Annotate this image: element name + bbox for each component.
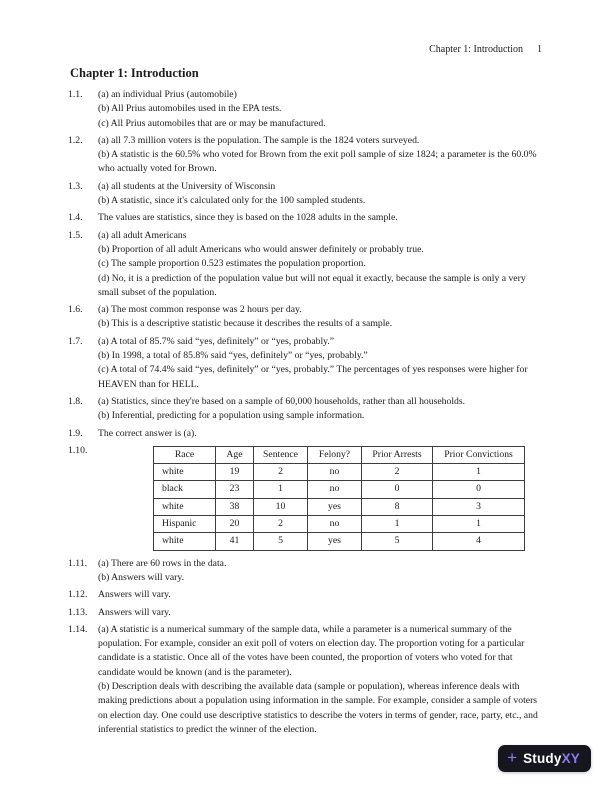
- item-number: 1.10.: [68, 444, 88, 456]
- solution-item: [68, 180, 544, 209]
- item-number: 1.12.: [68, 589, 88, 601]
- answer-text: (b) In 1998, a total of 85.8% said “yes, definitely” or “yes, probably.”: [98, 350, 368, 362]
- item-body: [98, 303, 544, 332]
- solution-item: [68, 557, 544, 586]
- page-content: [68, 66, 544, 740]
- answer-text: (b) A statistic is the 60.5% who voted for Brown from the exit poll sample of size 1824; a parameter is the 60.0% who actually voted for Brown.: [98, 149, 537, 175]
- table-header-cell: Sentence: [254, 446, 308, 463]
- table-cell: 38: [216, 498, 254, 515]
- item-number: 1.11.: [68, 557, 88, 569]
- table-header-cell: Prior Arrests: [362, 446, 433, 463]
- item-number: 1.5.: [68, 229, 83, 241]
- header-title: Chapter 1: Introduction: [429, 44, 523, 55]
- answer-text: The values are statistics, since they is based on the 1028 adults in the sample.: [98, 212, 398, 224]
- table-cell: 19: [216, 464, 254, 481]
- answer-text: (a) Statistics, since they're based on a sample of 60,000 households, rather than all households.: [98, 395, 466, 407]
- studyxy-logo: [498, 745, 591, 772]
- item-number: 1.13.: [68, 606, 88, 618]
- table-cell: black: [154, 481, 216, 498]
- answer-text: (a) The most common response was 2 hours per day.: [98, 304, 302, 316]
- table-cell: 3: [433, 498, 525, 515]
- answer-text: (b) A statistic, since it's calculated only for the 100 sampled students.: [98, 195, 366, 207]
- item-body: [98, 134, 544, 177]
- table-cell: 8: [362, 498, 433, 515]
- item-body: [98, 444, 544, 554]
- solution-item: [68, 88, 544, 131]
- answer-text: Answers will vary.: [98, 606, 171, 618]
- answer-text: (c) All Prius automobiles that are or may be manufactured.: [98, 117, 326, 129]
- plus-icon: +: [507, 748, 518, 767]
- table-cell: no: [308, 481, 362, 498]
- table-cell: white: [154, 498, 216, 515]
- table-cell: 41: [216, 533, 254, 550]
- answer-text: Answers will vary.: [98, 589, 171, 601]
- item-number: 1.6.: [68, 304, 83, 316]
- item-number: 1.9.: [68, 427, 83, 439]
- table-cell: 10: [254, 498, 308, 515]
- answer-text: (b) All Prius automobiles used in the EPA tests.: [98, 103, 282, 115]
- item-body: [98, 211, 544, 225]
- answer-text: (b) Inferential, predicting for a population using sample information.: [98, 410, 365, 422]
- table-header-row: [154, 446, 525, 463]
- solution-item: [68, 211, 544, 225]
- table-cell: Hispanic: [154, 516, 216, 533]
- answer-text: (c) A total of 74.4% said “yes, definitely” or “yes, probably.” The percentages of yes responses were higher for HEAVEN than for HELL.: [98, 364, 528, 390]
- header-page-number: 1: [537, 44, 542, 55]
- table-header-cell: Felony?: [308, 446, 362, 463]
- table-header-cell: Race: [154, 446, 216, 463]
- table-cell: 20: [216, 516, 254, 533]
- table-row: [154, 498, 525, 515]
- table-cell: no: [308, 516, 362, 533]
- table-cell: 1: [433, 464, 525, 481]
- solution-item: [68, 303, 544, 332]
- answer-text: (b) Proportion of all adult Americans who would answer definitely or probably true.: [98, 243, 424, 255]
- table-cell: 2: [254, 516, 308, 533]
- table-header-cell: Age: [216, 446, 254, 463]
- answer-text: The correct answer is (a).: [98, 427, 197, 439]
- answer-text: (b) This is a descriptive statistic because it describes the results of a sample.: [98, 318, 393, 330]
- table-cell: 0: [433, 481, 525, 498]
- logo-text-study: Study: [523, 751, 562, 766]
- table-cell: 2: [362, 464, 433, 481]
- solution-item: [68, 606, 544, 620]
- table-cell: 23: [216, 481, 254, 498]
- item-body: [98, 588, 544, 602]
- answer-text: (d) No, it is a prediction of the population value but will not equal it exactly, because the sample is only a very small subset of the population.: [98, 272, 526, 298]
- answer-text: (a) A total of 85.7% said “yes, definitely” or “yes, probably.”: [98, 335, 335, 347]
- answer-text: (a) all students at the University of Wisconsin: [98, 180, 276, 192]
- table-cell: yes: [308, 498, 362, 515]
- table-cell: white: [154, 464, 216, 481]
- item-number: 1.4.: [68, 212, 83, 224]
- item-body: [98, 395, 544, 424]
- item-body: [98, 88, 544, 131]
- table-cell: 4: [433, 533, 525, 550]
- item-number: 1.7.: [68, 335, 83, 347]
- item-body: [98, 229, 544, 300]
- solution-item: [68, 395, 544, 424]
- item-body: [98, 180, 544, 209]
- table-cell: 2: [254, 464, 308, 481]
- item-number: 1.14.: [68, 623, 88, 635]
- answer-text: (a) an individual Prius (automobile): [98, 89, 237, 100]
- chapter-heading: Chapter 1: Introduction: [70, 66, 199, 80]
- table-cell: 0: [362, 481, 433, 498]
- table-cell: white: [154, 533, 216, 550]
- item-number: 1.1.: [68, 89, 83, 100]
- solution-item: [68, 623, 544, 737]
- table-row: [154, 481, 525, 498]
- table-cell: 1: [433, 516, 525, 533]
- item-body: [98, 427, 544, 441]
- solution-item: [68, 335, 544, 392]
- answer-text: (a) all 7.3 million voters is the population. The sample is the 1824 voters surveyed.: [98, 134, 420, 146]
- table-cell: no: [308, 464, 362, 481]
- item-number: 1.2.: [68, 134, 83, 146]
- answer-text: (a) A statistic is a numerical summary of the sample data, while a parameter is a numerical summary of the population. For example, consider an exit poll of voters on election day. The proportion voting for a particular candidate is a statistic. Once all of the votes have been counted, the proportion of voters who voted for that candidate would be known (and is the parameter).: [98, 623, 525, 678]
- item-body: [98, 606, 544, 620]
- data-table: [153, 446, 525, 551]
- solution-item: [68, 588, 544, 602]
- table-cell: 1: [362, 516, 433, 533]
- answer-text: (a) There are 60 rows in the data.: [98, 557, 227, 569]
- table-header-cell: Prior Convictions: [433, 446, 525, 463]
- table-row: [154, 533, 525, 550]
- solution-item: [68, 134, 544, 177]
- table-row: [154, 464, 525, 481]
- table-cell: 5: [254, 533, 308, 550]
- item-body: [98, 623, 544, 737]
- table-row: [154, 516, 525, 533]
- item-number: 1.8.: [68, 395, 83, 407]
- table-cell: yes: [308, 533, 362, 550]
- solution-item: [68, 444, 544, 554]
- answer-text: (a) all adult Americans: [98, 229, 187, 241]
- answer-text: (c) The sample proportion 0.523 estimates the population proportion.: [98, 258, 366, 270]
- table-cell: 1: [254, 481, 308, 498]
- logo-text-xy: XY: [561, 751, 580, 766]
- item-body: [98, 557, 544, 586]
- table-cell: 5: [362, 533, 433, 550]
- answer-text: (b) Description deals with describing the available data (sample or population), whereas inference deals with making predictions about a population using information in the sample. For example, consider a sample of voters on election day. One could use descriptive statistics to describe the voters in terms of gender, race, party, etc., and inferential statistics to predict the winner of the election.: [98, 680, 538, 735]
- answer-text: (b) Answers will vary.: [98, 571, 185, 583]
- running-header: [429, 44, 542, 55]
- item-body: [98, 335, 544, 392]
- item-number: 1.3.: [68, 180, 83, 192]
- solution-item: [68, 427, 544, 441]
- solution-item: [68, 229, 544, 300]
